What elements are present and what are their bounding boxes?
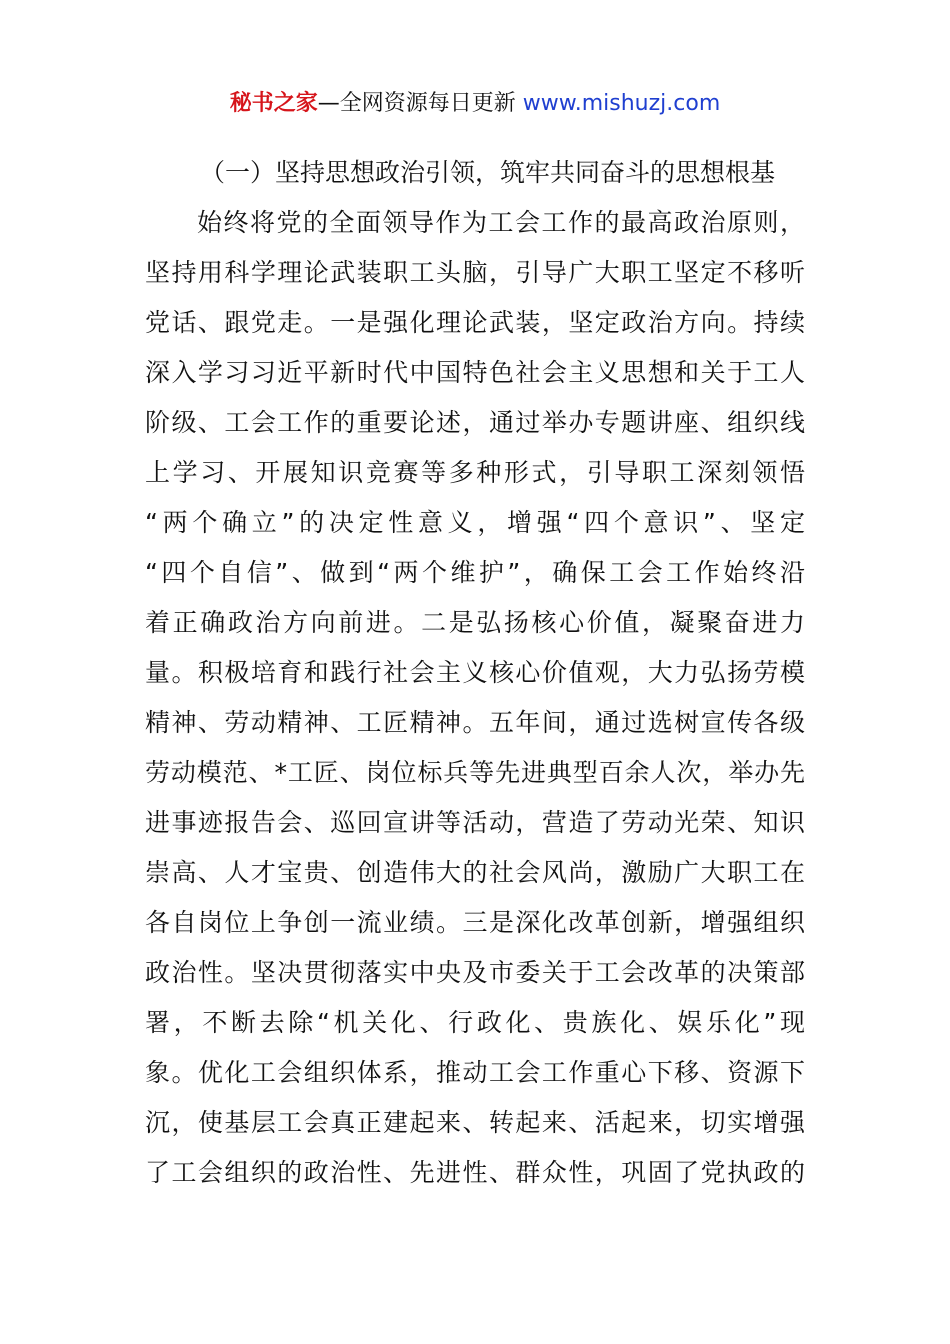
paragraph-line: 劳动模范、*工匠、岗位标兵等先进典型百余人次，举办先 [145,758,805,787]
paragraph-line: 了工会组织的政治性、先进性、群众性，巩固了党执政的 [145,1158,805,1187]
paragraph-line: 署，不断去除“机关化、行政化、贵族化、娱乐化”现 [145,1008,805,1037]
site-url-link[interactable]: www.mishuzj.com [522,91,721,116]
paragraph-line: 量。积极培育和践行社会主义核心价值观，大力弘扬劳模 [145,658,805,687]
paragraph-line: 精神、劳动精神、工匠精神。五年间，通过选树宣传各级 [145,708,805,737]
paragraph-line: 政治性。坚决贯彻落实中央及市委关于工会改革的决策部 [145,958,805,987]
paragraph-line: 阶级、工会工作的重要论述，通过举办专题讲座、组织线 [145,408,805,437]
paragraph-line: “两个确立”的决定性意义，增强“四个意识”、坚定 [145,508,805,537]
paragraph-line: 上学习、开展知识竞赛等多种形式，引导职工深刻领悟 [145,458,805,487]
paragraph-line: 沉，使基层工会真正建起来、转起来、活起来，切实增强 [145,1108,805,1137]
paragraph-line: 崇高、人才宝贵、创造伟大的社会风尚，激励广大职工在 [145,858,805,887]
paragraph-line: 党话、跟党走。一是强化理论武装，坚定政治方向。持续 [145,308,805,337]
paragraph-line: 深入学习习近平新时代中国特色社会主义思想和关于工人 [145,358,805,387]
paragraph-line: 各自岗位上争创一流业绩。三是深化改革创新，增强组织 [145,908,805,937]
paragraph-line: 始终将党的全面领导作为工会工作的最高政治原则， [197,208,805,237]
paragraph-line: 着正确政治方向前进。二是弘扬核心价值，凝聚奋进力 [145,608,805,637]
document-body [145,148,805,1198]
site-tagline: —全网资源每日更新 [317,91,523,116]
paragraph-line: 坚持用科学理论武装职工头脑，引导广大职工坚定不移听 [145,258,805,287]
site-brand: 秘书之家 [229,91,318,116]
site-header [0,86,950,122]
paragraph-line: 象。优化工会组织体系，推动工会工作重心下移、资源下 [145,1058,805,1087]
paragraph-line: “四个自信”、做到“两个维护”，确保工会工作始终沿 [145,558,805,587]
paragraph-line: 进事迹报告会、巡回宣讲等活动，营造了劳动光荣、知识 [145,808,805,837]
section-heading: （一）坚持思想政治引领，筑牢共同奋斗的思想根基 [200,158,776,187]
